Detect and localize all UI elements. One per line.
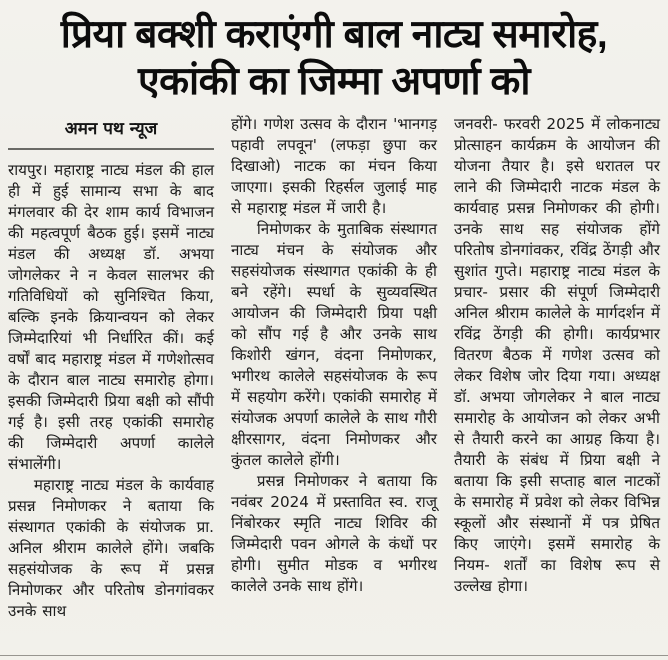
byline: अमन पथ न्यूज <box>64 118 158 139</box>
paragraph: निमोणकर के मुताबिक संस्थागत नाट्य मंचन के संयोजक और सहसंयोजक संस्थागत एकांकी के ही बने रहेंगे। स्पर्धा के सुव्यवस्थित आयोजन की जिम्मेदारी प्रिया पक्षी को सौंप गई है और उनके साथ किशोरी खंगन, वंदना निमोणकर, भगीरथ कालेले सहसंयोजक के रूप में सहयोग करेंगे। एकांकी समारोह में संयोजक अपर्णा कालेले के साथ गौरी क्षीरसागर, वंदना निमोणकर और कुंतल कालेले होंगी। <box>231 219 437 469</box>
column-1 <box>8 114 214 622</box>
paragraph: होंगे। गणेश उत्सव के दौरान 'भानगड़ पहावी लपवून' (लफड़ा छुपा कर दिखाओ) नाटक का मंचन किया जाएगा। इसकी रिहर्सल जुलाई माह से महाराष्ट्र मंडल में जारी है। <box>231 114 437 217</box>
article-headline <box>8 12 660 106</box>
column-3 <box>454 114 660 597</box>
headline-line-2: एकांकी का जिम्मा अपर्णा को <box>138 59 530 103</box>
paragraph: प्रसन्न निमोणकर ने बताया कि नवंबर 2024 में प्रस्तावित स्व. राजू निंबोरकर स्मृति नाट्य शिविर की जिम्मेदारी पवन ओगले के कंधों पर होगी। सुमीत मोडक व भगीरथ कालेले उनके साथ होंगे। <box>231 471 437 595</box>
paragraph: महाराष्ट्र नाट्य मंडल के कार्यवाह प्रसन्न निमोणकर ने बताया कि संस्थागत एकांकी के संयोजक प्रा. अनिल श्रीराम कालेले होंगे। जबकि सहसंयोजक के रूप में प्रसन्न निमोणकर और परितोष डोनगांवकर उनके साथ <box>8 475 214 620</box>
headline-line-1: प्रिया बक्शी कराएंगी बाल नाट्य समारोह, <box>60 13 608 56</box>
bottom-divider <box>0 655 668 656</box>
paragraph: जनवरी- फरवरी 2025 में लोकनाट्य प्रोत्साहन कार्यक्रम के आयोजन की योजना तैयार है। इसे धरातल पर लाने की जिम्मेदारी नाटक मंडल के कार्यवाह प्रसन्न निमोणकर की होगी। उनके साथ सह संयोजक होंगे परितोष डोनगांवकर, रविंद्र ठेंगड़ी और सुशांत गुप्ते। महाराष्ट्र नाट्य मंडल के प्रचार- प्रसार की संपूर्ण जिम्मेदारी अनिल श्रीराम कालेले के मार्गदर्शन में रविंद्र ठेंगड़ी की होगी। कार्यप्रभार वितरण बैठक में गणेश उत्सव को लेकर विशेष जोर दिया गया। अध्यक्ष डॉ. अभया जोगलेकर ने बाल नाट्य समारोह के आयोजन को लेकर अभी से तैयारी करने का आग्रह किया है। तैयारी के संबंध में प्रिया बक्षी ने बताया कि इसी सप्ताह बाल नाटकों के समारोह में प्रवेश को लेकर विभिन्न स्कूलों और संस्थानों में पत्र प्रेषित किए जाएंगे। इसमें समारोह के नियम- शर्तों का विशेष रूप से उल्लेख होगा। <box>454 114 660 595</box>
paragraph: रायपुर। महाराष्ट्र नाट्य मंडल की हाल ही में हुई सामान्य सभा के बाद मंगलवार की देर शाम कार्य विभाजन की महत्वपूर्ण बैठक हुई। इसमें नाट्य मंडल की अध्यक्ष डॉ. अभया जोगलेकर ने न केवल सालभर की गतिविधियों को सुनिश्चित किया, बल्कि इनके क्रियान्वयन को लेकर जिम्मेदारियां भी निर्धारित कीं। कई वर्षों बाद महाराष्ट्र मंडल में गणेशोत्सव के दौरान बाल नाट्य समारोह होगा। इसकी जिम्मेदारी प्रिया बक्षी को सौंपी गई है। इसी तरह एकांकी समारोह की जिम्मेदारी अपर्णा कालेले संभालेंगी। <box>8 160 214 473</box>
article-columns <box>8 114 660 622</box>
column-2 <box>231 114 437 597</box>
byline-block <box>8 114 214 150</box>
